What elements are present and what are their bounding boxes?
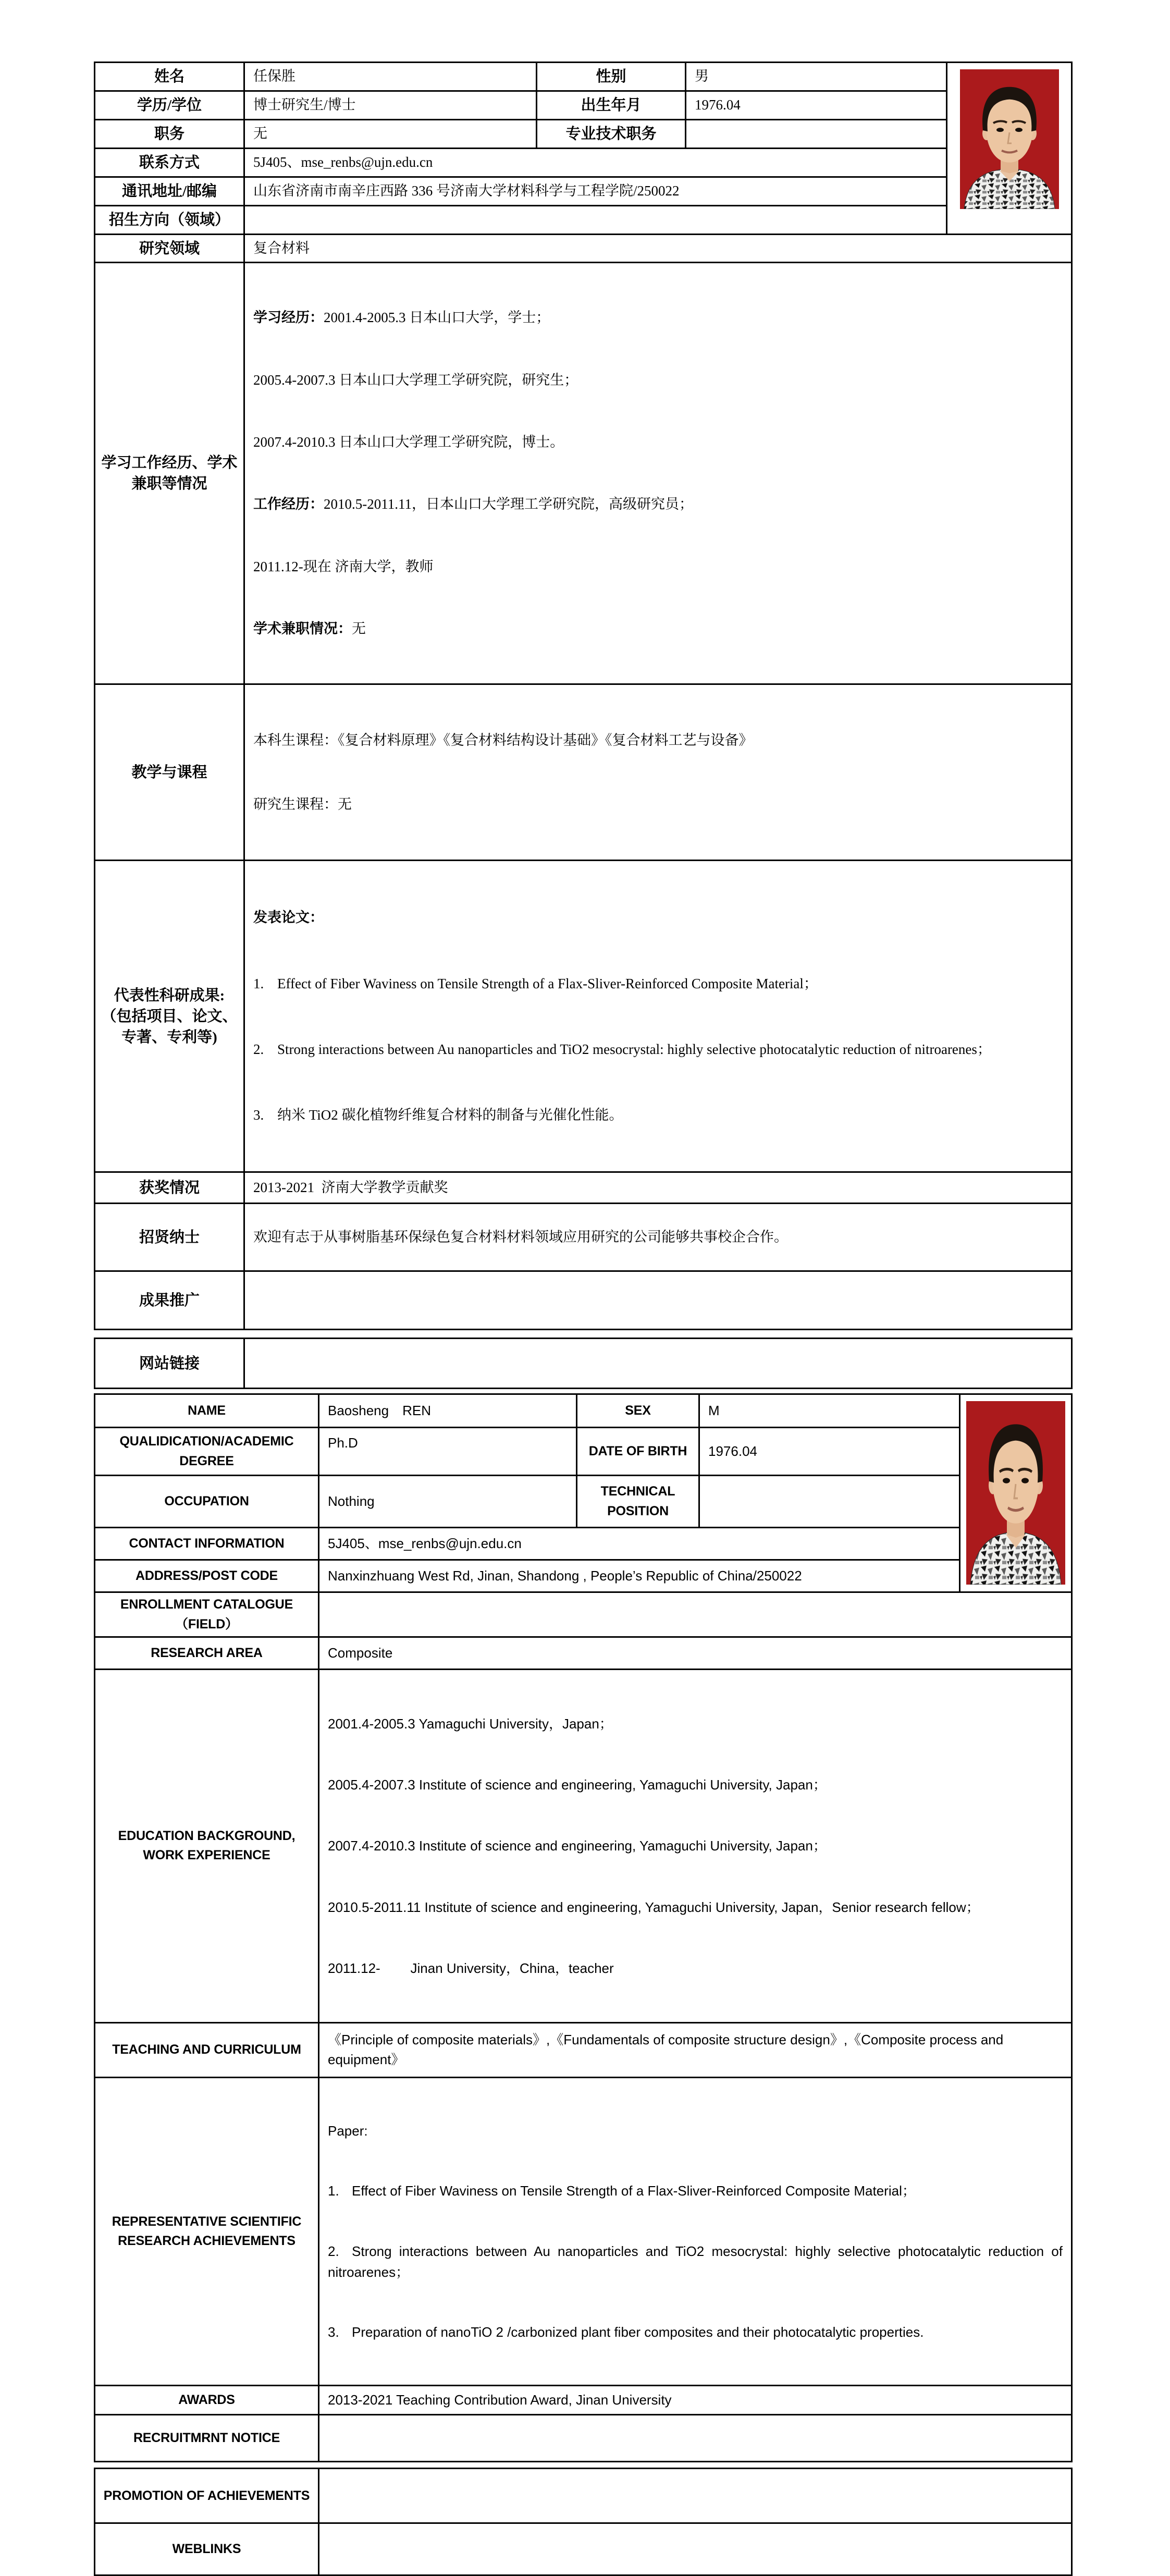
cn-sex-value: 男: [686, 63, 947, 91]
table-row: [95, 2469, 1072, 2523]
cn-contact-label: 联系方式: [95, 149, 244, 177]
cn-sex-label: 性别: [537, 63, 686, 91]
table-row: [95, 1339, 1072, 1389]
en-awards-value: 2013-2021 Teaching Contribution Award, Jinan University: [319, 2386, 1072, 2415]
table-row: [95, 1428, 1072, 1476]
portrait-photo: [960, 69, 1059, 209]
en-representative-label: REPRESENTATIVE SCIENTIFIC RESEARCH ACHIEVEMENTS: [95, 2077, 319, 2386]
chinese-info-table: [94, 62, 1073, 1330]
cn-photo-cell: [947, 63, 1072, 235]
cn-experience-label: 学习工作经历、学术兼职等情况: [95, 263, 244, 684]
cn-recruitment-label: 招贤纳士: [95, 1204, 244, 1271]
cn-teaching-label: 教学与课程: [95, 684, 244, 861]
en-education-label: EDUCATION BACKGROUND, WORK EXPERIENCE: [95, 1670, 319, 2022]
cn-achievements-label: 代表性科研成果:（包括项目、论文、专著、专利等): [95, 860, 244, 1172]
table-row: [95, 1271, 1072, 1330]
table-row: [95, 149, 1072, 177]
cn-achievements-value: 发表论文： 1. Effect of Fiber Waviness on Tensile Strength of a Flax-Sliver-Reinforced Composite Material； 2. Strong interactions between Au nanoparticles and TiO2 mesocrystal: highly selective photocatalytic reduction of nitroarenes； 3. 纳米 TiO2 碳化植物纤维复合材料的制备与光催化性能。: [244, 860, 1072, 1172]
en-recruitment-value: [319, 2415, 1072, 2462]
cn-name-value: 任保胜: [244, 63, 537, 91]
en-qualification-label: QUALIDICATION/ACADEMIC DEGREE: [95, 1428, 319, 1476]
cn-weblink-label: 网站链接: [95, 1339, 244, 1389]
en-research-area-value: Composite: [319, 1637, 1072, 1670]
table-row: [95, 1528, 1072, 1560]
en-weblinks-value: [319, 2523, 1072, 2575]
en-contact-label: CONTACT INFORMATION: [95, 1528, 319, 1560]
en-address-value: Nanxinzhuang West Rd, Jinan, Shandong , People’s Republic of China/250022: [319, 1560, 960, 1592]
en-education-value: 2001.4-2005.3 Yamaguchi University，Japan； 2005.4-2007.3 Institute of science and engineering, Yamaguchi University, Japan； 2007.4-2010.3 Institute of science and engineering, Yamaguchi University, Japan； 2010.5-2011.11 Institute of science and engineering, Yamaguchi University, Japan，Senior research fellow； 2011.12- Jinan University，China，teacher: [319, 1670, 1072, 2022]
table-row: [95, 1172, 1072, 1204]
table-row: [95, 1670, 1072, 2022]
cn-tech-position-label: 专业技术职务: [537, 120, 686, 149]
cn-research-area-value: 复合材料: [244, 235, 1072, 263]
en-date-of-birth-value: 1976.04: [699, 1428, 960, 1476]
table-row: [95, 2386, 1072, 2415]
cn-weblink-value: [244, 1339, 1072, 1389]
en-occupation-label: OCCUPATION: [95, 1476, 319, 1528]
cn-degree-value: 博士研究生/博士: [244, 91, 537, 120]
cn-address-value: 山东省济南市南辛庄西路 336 号济南大学材料科学与工程学院/250022: [244, 177, 947, 206]
en-weblinks-label: WEBLINKS: [95, 2523, 319, 2575]
table-row: [95, 206, 1072, 235]
en-enrollment-value: [319, 1592, 1072, 1637]
en-teaching-label: TEACHING AND CURRICULUM: [95, 2022, 319, 2077]
en-technical-position-value: [699, 1476, 960, 1528]
en-representative-value: Paper: 1. Effect of Fiber Waviness on Tensile Strength of a Flax-Sliver-Reinforced Composite Material； 2. Strong interactions between Au nanoparticles and TiO2 mesocrystal: highly selective photocatalytic reduction of nitroarenes； 3. Preparation of nanoTiO 2 /carbonized plant fiber composites and their photocatalytic properties.: [319, 2077, 1072, 2386]
cn-contact-value: 5J405、mse_renbs@ujn.edu.cn: [244, 149, 947, 177]
table-row: [95, 1204, 1072, 1271]
table-row: [95, 2415, 1072, 2462]
cn-awards-label: 获奖情况: [95, 1172, 244, 1204]
cn-enrollment-value: [244, 206, 947, 235]
table-row: [95, 63, 1072, 91]
en-qualification-value: Ph.D: [319, 1428, 577, 1476]
cn-teaching-value: 本科生课程：《复合材料原理》《复合材料结构设计基础》《复合材料工艺与设备》 研究生课程：无: [244, 684, 1072, 861]
english-info-table: [94, 1393, 1073, 2462]
cn-birth-value: 1976.04: [686, 91, 947, 120]
en-contact-value: 5J405、mse_renbs@ujn.edu.cn: [319, 1528, 960, 1560]
table-row: [95, 1592, 1072, 1637]
cn-awards-value: 2013-2021 济南大学教学贡献奖: [244, 1172, 1072, 1204]
table-row: [95, 2077, 1072, 2386]
cn-degree-label: 学历/学位: [95, 91, 244, 120]
en-awards-label: AWARDS: [95, 2386, 319, 2415]
cn-promotion-value: [244, 1271, 1072, 1330]
table-row: [95, 2022, 1072, 2077]
table-row: [95, 263, 1072, 684]
portrait-photo: [966, 1401, 1065, 1585]
table-row: [95, 120, 1072, 149]
table-row: [95, 684, 1072, 861]
table-row: [95, 1476, 1072, 1528]
table-row: [95, 177, 1072, 206]
table-row: [95, 1394, 1072, 1428]
en-recruitment-label: RECRUITMRNT NOTICE: [95, 2415, 319, 2462]
table-row: [95, 860, 1072, 1172]
en-research-area-label: RESEARCH AREA: [95, 1637, 319, 1670]
document-body: [94, 62, 1071, 2576]
table-row: [95, 1560, 1072, 1592]
cn-recruitment-value: 欢迎有志于从事树脂基环保绿色复合材料材料领域应用研究的公司能够共事校企合作。: [244, 1204, 1072, 1271]
cn-address-label: 通讯地址/邮编: [95, 177, 244, 206]
chinese-weblink-table: [94, 1338, 1073, 1389]
en-photo-cell: [960, 1394, 1072, 1592]
en-promotion-label: PROMOTION OF ACHIEVEMENTS: [95, 2469, 319, 2523]
en-sex-value: M: [699, 1394, 960, 1428]
table-row: [95, 2523, 1072, 2575]
en-promotion-value: [319, 2469, 1072, 2523]
table-row: [95, 91, 1072, 120]
table-row: [95, 235, 1072, 263]
english-promotion-weblinks-table: [94, 2468, 1073, 2576]
cn-experience-value: 学习经历：2001.4-2005.3 日本山口大学，学士； 2005.4-2007.3 日本山口大学理工学研究院，研究生； 2007.4-2010.3 日本山口大学理工学研究院，博士。 工作经历：2010.5-2011.11，日本山口大学理工学研究院，高级研究员； 2011.12-现在 济南大学，教师 学术兼职情况：无: [244, 263, 1072, 684]
en-name-label: NAME: [95, 1394, 319, 1428]
cn-name-label: 姓名: [95, 63, 244, 91]
en-technical-position-label: TECHNICAL POSITION: [577, 1476, 699, 1528]
en-teaching-value: 《Principle of composite materials》,《Fundamentals of composite structure design》,《Composite process and equipment》: [319, 2022, 1072, 2077]
en-address-label: ADDRESS/POST CODE: [95, 1560, 319, 1592]
en-sex-label: SEX: [577, 1394, 699, 1428]
cn-research-area-label: 研究领域: [95, 235, 244, 263]
cn-tech-position-value: [686, 120, 947, 149]
cn-birth-label: 出生年月: [537, 91, 686, 120]
cn-enrollment-label: 招生方向（领域）: [95, 206, 244, 235]
cn-duty-label: 职务: [95, 120, 244, 149]
en-enrollment-label: ENROLLMENT CATALOGUE（FIELD）: [95, 1592, 319, 1637]
table-row: [95, 1637, 1072, 1670]
en-name-value: Baosheng REN: [319, 1394, 577, 1428]
cn-duty-value: 无: [244, 120, 537, 149]
cn-promotion-label: 成果推广: [95, 1271, 244, 1330]
en-date-of-birth-label: DATE OF BIRTH: [577, 1428, 699, 1476]
en-occupation-value: Nothing: [319, 1476, 577, 1528]
